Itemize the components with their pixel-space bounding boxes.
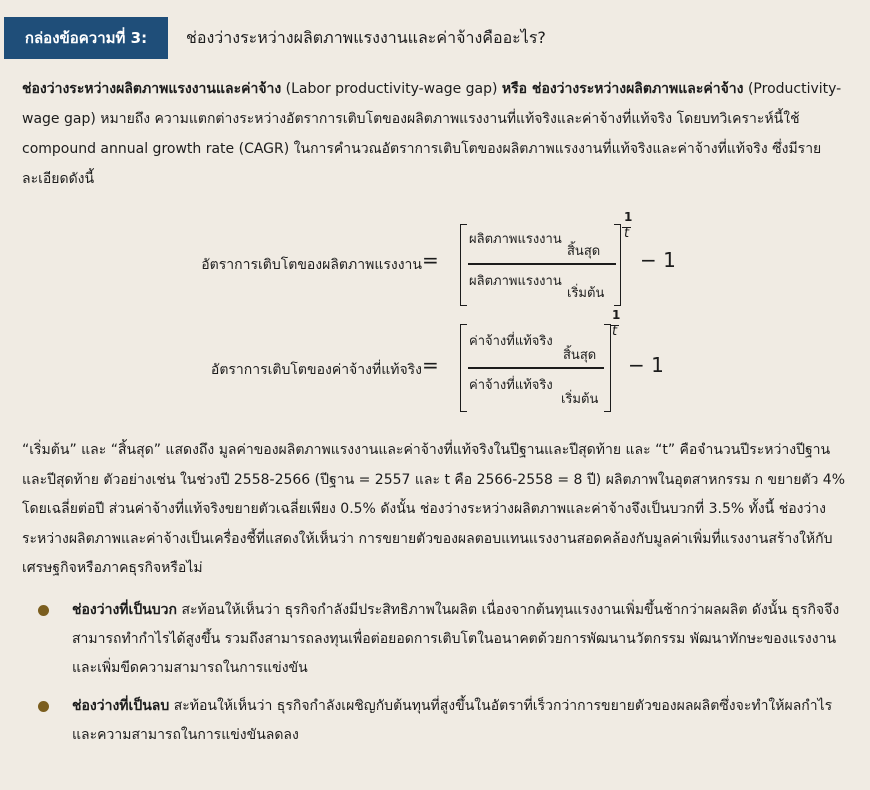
bullet-body: สะท้อนให้เห็นว่า ธุรกิจกำลังมีประสิทธิภาพในผลิต เนื่องจากต้นทุนแรงงานเพิ่มขึ้นช้ากว่าผลผลิต ดังนั้น ธุรกิจจึงสามารถทำกำไรได้สูงขึ้น รวมถึงสามารถลงทุนเพื่อต่อยอดการเติบโตในอนาคตด้วยการพัฒนานวัตกรรม พัฒนาทักษะของแรงงาน และเพิ่มขีดความสามารถในการแข่งขัน (72, 602, 840, 676)
numerator: ผลิตภาพแรงงาน (469, 232, 562, 247)
fraction-line (468, 263, 616, 265)
or-word: หรือ (501, 81, 528, 97)
formula-lhs: อัตราการเติบโตของค่าจ้างที่แท้จริง (210, 362, 422, 378)
bullet-dot-icon (38, 605, 49, 616)
term1-english: (Labor productivity-wage gap) (281, 81, 502, 97)
formula-real-wage-growth (0, 308, 870, 410)
denominator-subscript: เริ่มต้น (561, 392, 599, 407)
exponent-denominator: t (612, 324, 618, 339)
equals-sign: = (422, 353, 439, 377)
exponent-numerator: 1 (624, 210, 633, 224)
denominator: ผลิตภาพแรงงาน (469, 274, 562, 289)
left-bracket (460, 324, 467, 412)
numerator-subscript: สิ้นสุด (567, 244, 601, 259)
numerator-subscript: สิ้นสุด (563, 348, 597, 363)
fraction-line (468, 367, 604, 369)
bullet-text (72, 596, 847, 683)
formula-lhs: อัตราการเติบโตของผลิตภาพแรงงาน (201, 257, 422, 273)
bullet-text (72, 692, 847, 750)
equals-sign: = (422, 248, 439, 272)
term-productivity-wage-gap: ช่องว่างระหว่างผลิตภาพและค่าจ้าง (527, 81, 744, 97)
intro-rest: (Productivity-wage gap) หมายถึง ความแตกต่างระหว่างอัตราการเติบโตของผลิตภาพแรงงานที่แท้จริงและค่าจ้างที่แท้จริง โดยบทวิเคราะห์นี้ใช้ compound annual growth rate (CAGR) ในการคำนวณอัตราการเติบโตของผลิตภาพแรงงานที่แท้จริงและค่าจ้างที่แท้จริง ซึ่งมีรายละเอียดดังนี้ (22, 81, 842, 187)
box-label: กล่องข้อความที่ 3: (4, 17, 168, 59)
bullet-heading: ช่องว่างที่เป็นลบ (72, 698, 170, 714)
explanation-paragraph: “เริ่มต้น” และ “สิ้นสุด” แสดงถึง มูลค่าของผลิตภาพแรงงานและค่าจ้างที่แท้จริงในปีฐานและปีสุดท้าย และ “t” คือจำนวนปีระหว่างปีฐานและปีสุดท้าย ตัวอย่างเช่น ในช่วงปี 2558-2566 (ปีฐาน = 2557 และ t คือ 2566-2558 = 8 ปี) ผลิตภาพในอุตสาหกรรม ก ขยายตัว 4% โดยเฉลี่ยต่อปี ส่วนค่าจ้างที่แท้จริงขยายตัวเฉลี่ยเพียง 0.5% ดังนั้น ช่องว่างระหว่างผลิตภาพและค่าจ้างจึงเป็นบวกที่ 3.5% ทั้งนี้ ช่องว่างระหว่างผลิตภาพและค่าจ้างเป็นเครื่องชี้ที่แสดงให้เห็นว่า การขยายตัวของผลตอบแทนแรงงานสอดคล้องกับมูลค่าเพิ่มที่แรงงานสร้างให้กับเศรษฐกิจหรือภาคธุรกิจหรือไม่ (22, 442, 846, 576)
right-bracket (604, 324, 611, 412)
box-header (0, 0, 870, 76)
denominator-subscript: เริ่มต้น (567, 286, 605, 301)
bullet-dot-icon (38, 701, 49, 712)
bullet-body: สะท้อนให้เห็นว่า ธุรกิจกำลังเผชิญกับต้นทุนที่สูงขึ้นในอัตราที่เร็วกว่าการขยายตัวของผลผลิตซึ่งจะทำให้ผลกำไรและความสามารถในการแข่งขันลดลง (72, 698, 833, 743)
right-bracket (614, 224, 621, 306)
intro-paragraph (22, 74, 852, 194)
left-bracket (460, 224, 467, 306)
term-labor-productivity-wage-gap: ช่องว่างระหว่างผลิตภาพแรงงานและค่าจ้าง (22, 81, 282, 97)
formula-productivity-growth (0, 210, 870, 310)
numerator: ค่าจ้างที่แท้จริง (469, 334, 553, 349)
minus-one: − 1 (628, 353, 664, 377)
bullet-heading: ช่องว่างที่เป็นบวก (72, 602, 177, 618)
box-title: ช่องว่างระหว่างผลิตภาพแรงงานและค่าจ้างคืออะไร? (186, 28, 546, 47)
exponent-numerator: 1 (612, 308, 621, 322)
exponent-denominator: t (624, 226, 630, 241)
denominator: ค่าจ้างที่แท้จริง (469, 378, 553, 393)
minus-one: − 1 (640, 248, 676, 272)
